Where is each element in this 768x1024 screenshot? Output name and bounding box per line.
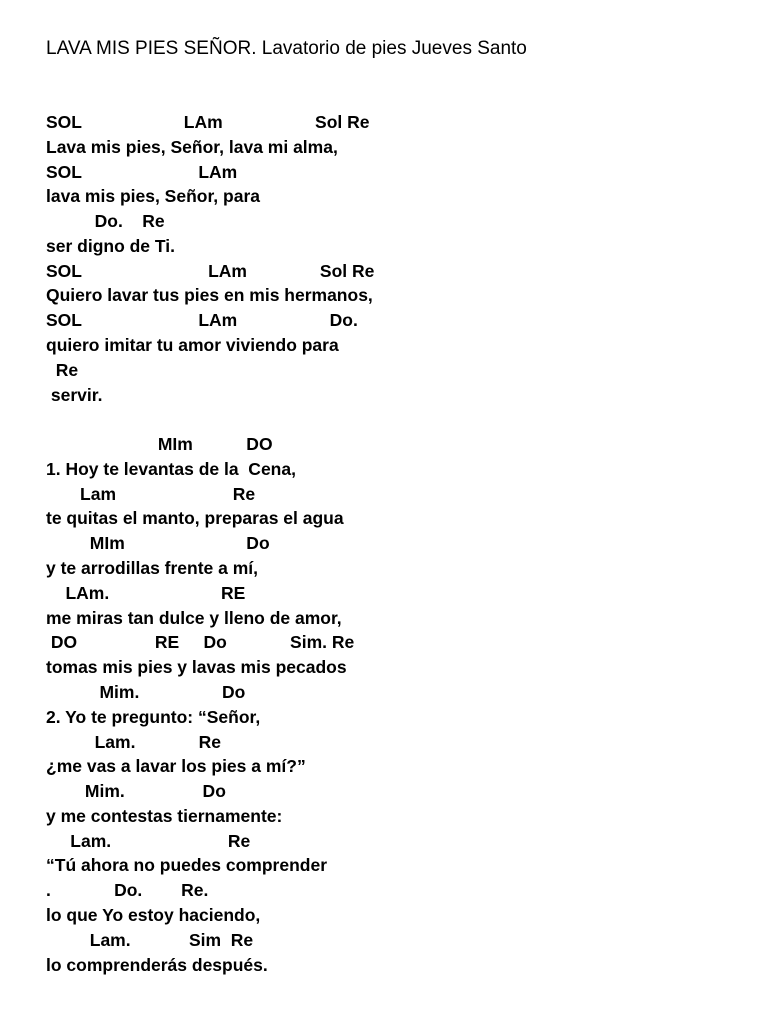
- song-line: tomas mis pies y lavas mis pecados: [46, 657, 347, 678]
- song-line: y te arrodillas frente a mí,: [46, 558, 259, 579]
- song-line: lava mis pies, Señor, para: [46, 186, 260, 207]
- song-line: me miras tan dulce y lleno de amor,: [46, 607, 342, 628]
- song-line: servir.: [46, 384, 103, 405]
- song-line: Mim. Do: [46, 681, 246, 702]
- song-line: Re: [46, 359, 79, 380]
- song-line: “Tú ahora no puedes comprender: [46, 855, 328, 876]
- song-title: LAVA MIS PIES SEÑOR. Lavatorio de pies Jueves Santo: [46, 38, 527, 59]
- song-line: DO RE Do Sim. Re: [46, 632, 355, 653]
- song-line: LAm. RE: [46, 582, 246, 603]
- song-line: lo que Yo estoy haciendo,: [46, 904, 261, 925]
- song-line: . Do. Re.: [46, 880, 209, 901]
- song-line: SOL LAm Sol Re: [46, 112, 370, 132]
- song-line: SOL LAm Sol Re: [46, 260, 375, 281]
- song-line: Lam Re: [46, 483, 256, 504]
- song-line: MIm DO: [46, 434, 273, 455]
- song-line: te quitas el manto, preparas el agua: [46, 508, 344, 529]
- song-line: 2. Yo te pregunto: “Señor,: [46, 706, 261, 727]
- song-line: Lam. Re: [46, 731, 222, 752]
- song-line: Lam. Re: [46, 830, 251, 851]
- song-line: lo comprenderás después.: [46, 954, 268, 975]
- song-line: Mim. Do: [46, 781, 226, 802]
- song-line: Lam. Sim Re: [46, 929, 254, 950]
- song-line: SOL LAm: [46, 161, 238, 182]
- song-line: Do. Re: [46, 211, 165, 232]
- song-line: SOL LAm Do.: [46, 310, 358, 331]
- song-line: MIm Do: [46, 533, 270, 554]
- song-line: Lava mis pies, Señor, lava mi alma,: [46, 136, 338, 157]
- song-line: y me contestas tiernamente:: [46, 805, 283, 826]
- song-line: 1. Hoy te levantas de la Cena,: [46, 458, 296, 479]
- song-line: ser digno de Ti.: [46, 235, 176, 256]
- song-line: ¿me vas a lavar los pies a mí?”: [46, 756, 306, 777]
- song-line: quiero imitar tu amor viviendo para: [46, 335, 339, 356]
- song-line: Quiero lavar tus pies en mis hermanos,: [46, 285, 373, 306]
